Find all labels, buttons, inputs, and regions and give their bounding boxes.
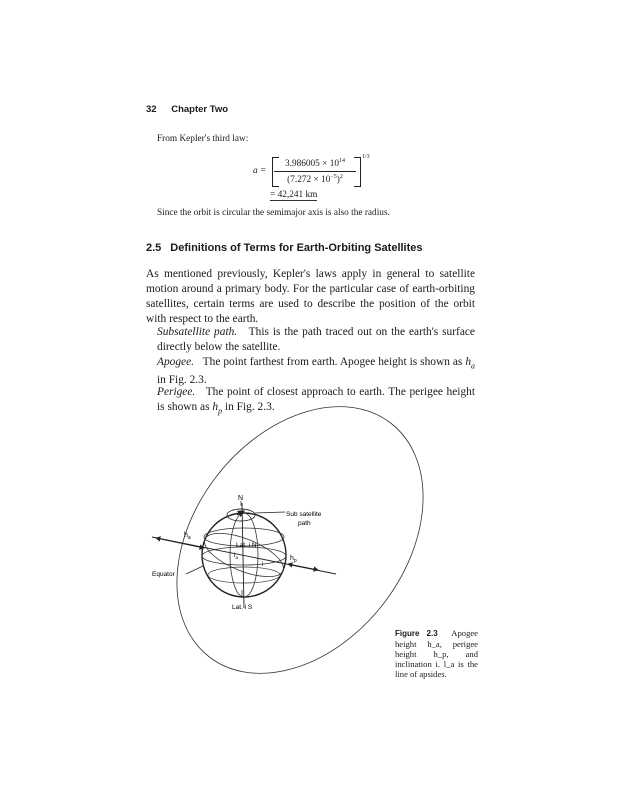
- definition-term: Apogee.: [157, 356, 195, 368]
- denominator-text: (7.272 × 10: [287, 175, 331, 186]
- denominator-close: ): [336, 175, 340, 186]
- definition-tail: in Fig. 2.3.: [157, 374, 207, 387]
- label-ha-sub: a: [187, 535, 191, 541]
- subsat-leader: [255, 512, 285, 513]
- label-subsat: Sub satellite: [286, 511, 322, 518]
- definition-term: Subsatellite path.: [157, 326, 238, 338]
- label-incl: i: [262, 561, 264, 568]
- label-lats: Lat. i S: [232, 604, 253, 611]
- caption-label: Figure 2.3: [395, 629, 438, 638]
- denominator-exp2: 2: [339, 174, 343, 181]
- label-north: N: [238, 495, 244, 502]
- result-text: = 42,241 km: [270, 190, 318, 200]
- label-la-l: l: [234, 552, 236, 559]
- numerator-text: 3.986005 × 10: [284, 159, 340, 170]
- equation-lhs-text: a =: [253, 166, 267, 176]
- label-la-sub: a: [235, 555, 238, 560]
- label-ha-h: h: [184, 532, 188, 539]
- denominator-exp: −5: [330, 174, 337, 181]
- section-number: 2.5: [146, 242, 162, 254]
- definition-tail: in Fig. 2.3.: [224, 401, 275, 413]
- symbol: h: [465, 356, 472, 368]
- chapter-title: Chapter Two: [171, 104, 229, 115]
- section-title: Definitions of Terms for Earth-Orbiting Satellites: [170, 242, 423, 254]
- orbit-plane-trace: [199, 524, 289, 585]
- perigee-height-arrow: [303, 567, 318, 570]
- perigee-height-arrow: [288, 564, 303, 567]
- label-hp-sub: p: [293, 558, 297, 564]
- body-paragraph: As mentioned previously, Kepler's laws apply in general to satellite motion around a primary body. For the particular case of earth-orbiting satellites, certain terms are used to describe the position of the orbit with respect to the earth.: [146, 268, 475, 325]
- outer-exponent: 1/3: [362, 154, 370, 160]
- symbol-sub: a: [471, 361, 475, 371]
- equator-leader: [186, 566, 203, 574]
- label-la: [234, 552, 238, 560]
- caption-text: Apogee height h_a, perigee height h_p, and inclination i. l_a is the line of apsides.: [395, 628, 478, 679]
- label-path: path: [298, 520, 311, 527]
- figure-caption: [395, 628, 478, 679]
- page-number: 32: [146, 104, 157, 115]
- apogee-height-arrow: [180, 543, 204, 548]
- definition-text: The point farthest from earth. Apogee height is shown as: [202, 356, 463, 368]
- apogee-height-arrow: [156, 538, 180, 543]
- definition-text: The point of closest approach to earth. The perigee height is shown as: [157, 386, 475, 413]
- latitude-south-line: [208, 567, 280, 583]
- radius-note: Since the orbit is circular the semimajor axis is also the radius.: [157, 208, 390, 218]
- symbol-sub: p: [218, 406, 223, 416]
- definition-text: This is the path traced out on the earth's surface directly below the satellite.: [157, 326, 475, 353]
- label-hp: [290, 555, 297, 564]
- label-equator: Equator: [152, 571, 175, 578]
- definition-term: Perigee.: [157, 386, 196, 398]
- numerator-exp: 14: [339, 158, 346, 164]
- label-ha: [184, 532, 191, 541]
- label-latn: Lat. i N: [236, 542, 257, 549]
- symbol: h: [212, 401, 219, 413]
- intro-text: From Kepler's third law:: [157, 134, 249, 144]
- label-hp-h: h: [290, 555, 294, 562]
